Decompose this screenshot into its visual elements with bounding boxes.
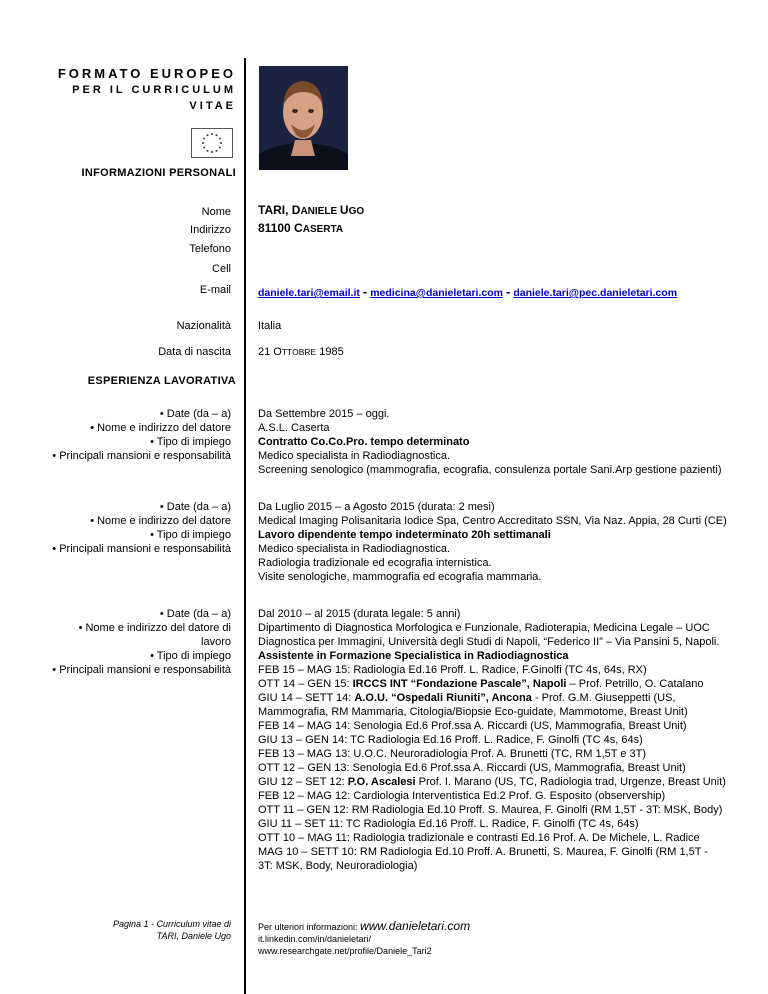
value-nascita: 21 OTTOBRE 1985	[258, 346, 344, 358]
label-nazionalita: Nazionalità	[176, 320, 231, 332]
personal-section-title: INFORMAZIONI PERSONALI	[81, 167, 236, 179]
job3-rotation-4: FEB 14 – MAG 14: Senologia Ed.6 Prof.ssa A. Riccardi (US, Mammografia, Breast Unit)	[258, 720, 687, 732]
eu-flag-icon	[191, 128, 233, 158]
value-indirizzo: 81100 CASERTA	[258, 221, 344, 235]
job3-type: Assistente in Formazione Specialistica in Radiodiagnostica	[258, 650, 569, 662]
job3-labels	[52, 607, 231, 677]
footer-page-info	[113, 918, 231, 942]
job3-rotation-8: GIU 12 – SET 12: P.O. Ascalesi Prof. I. Marano (US, TC, Radiologia trad, Urgenze, Breast Unit)	[258, 776, 726, 788]
job2-label-employer: • Nome e indirizzo del datore	[90, 515, 231, 527]
label-nome: Nome	[201, 206, 231, 218]
footer-website-link[interactable]: www.danieletari.com	[360, 919, 471, 933]
job3-rotation-2: OTT 14 – GEN 15: IRCCS INT “Fondazione Pascale”, Napoli – Prof. Petrillo, O. Catalano	[258, 678, 704, 690]
job3-rotation-13b: 3T: MSK, Body, Neuroradiologia)	[258, 860, 418, 872]
job3-rotation-11: GIU 11 – SET 11: TC Radiologia Ed.16 Proff. L. Radice, F. Ginolfi (TC 4s, 64s)	[258, 818, 639, 830]
job3-label-employer: • Nome e indirizzo del datore di	[78, 622, 231, 634]
value-email: daniele.tari@email.it - medicina@danieletari.com - daniele.tari@pec.danieletari.com	[258, 284, 678, 299]
vertical-divider	[244, 58, 246, 994]
email-link-1[interactable]: daniele.tari@email.it	[258, 287, 360, 299]
job2-label-duties: • Principali mansioni e responsabilità	[52, 543, 231, 555]
job3-label-date: • Date (da – a)	[159, 608, 231, 620]
footer-left-line-2: TARI, Daniele Ugo	[156, 931, 231, 941]
job2-duty-3: Visite senologiche, mammografia ed ecografia mammaria.	[258, 571, 542, 583]
job1-type: Contratto Co.Co.Pro. tempo determinato	[258, 436, 470, 448]
experience-section-title: ESPERIENZA LAVORATIVA	[87, 375, 236, 387]
job2-date: Da Luglio 2015 – a Agosto 2015 (durata: 2 mesi)	[258, 501, 495, 513]
job3-date: Dal 2010 – al 2015 (durata legale: 5 anni)	[258, 608, 461, 620]
job2-duty-1: Medico specialista in Radiodiagnostica.	[258, 543, 450, 555]
email-link-3[interactable]: daniele.tari@pec.danieletari.com	[513, 287, 678, 299]
job3-employer-1: Dipartimento di Diagnostica Morfologica e Funzionale, Radioterapia, Medicina Legale – UOC	[258, 622, 710, 634]
job3-rotation-3b: Mammografia, RM Mammaria, Citologia/Biopsie Eco-guidate, Mammotome, Breast Unit)	[258, 706, 688, 718]
job2-label-date: • Date (da – a)	[159, 501, 231, 513]
job1-labels	[52, 407, 231, 463]
footer-linkedin-link[interactable]: it.linkedin.com/in/danieletari/	[258, 934, 372, 944]
footer-researchgate-link[interactable]: www.researchgate.net/profile/Daniele_Tari2	[258, 946, 432, 956]
footer-info-line: Per ulteriori informazioni: www.danieletari.com	[258, 919, 471, 933]
job1-duty-1: Medico specialista in Radiodiagnostica.	[258, 450, 450, 462]
job1-label-type: • Tipo di impiego	[150, 436, 231, 448]
job1-date: Da Settembre 2015 – oggi.	[258, 408, 390, 420]
footer-contacts	[258, 920, 470, 957]
job3-values	[258, 607, 726, 873]
value-nome: TARI, DANIELE UGO	[258, 203, 365, 217]
job1-label-employer: • Nome e indirizzo del datore	[90, 422, 231, 434]
job1-employer: A.S.L. Caserta	[258, 422, 330, 434]
header-line-3: VITAE	[189, 100, 236, 112]
job3-label-employer-2: lavoro	[201, 636, 231, 648]
job1-label-duties: • Principali mansioni e responsabilità	[52, 450, 231, 462]
label-cell: Cell	[212, 263, 231, 275]
profile-photo	[259, 66, 348, 170]
cv-header	[58, 66, 236, 114]
job1-label-date: • Date (da – a)	[159, 408, 231, 420]
job3-rotation-3: GIU 14 – SETT 14: A.O.U. “Ospedali Riuniti”, Ancona - Prof. G.M. Giuseppetti (US,	[258, 692, 676, 704]
job2-labels	[52, 500, 231, 556]
email-link-2[interactable]: medicina@danieletari.com	[370, 287, 503, 299]
job3-rotation-10: OTT 11 – GEN 12: RM Radiologia Ed.10 Proff. S. Maurea, F. Ginolfi (RM 1,5T - 3T: MSK, Body)	[258, 804, 723, 816]
job3-rotation-7: OTT 12 – GEN 13: Senologia Ed.6 Prof.ssa A. Riccardi (US, Mammografia, Breast Unit)	[258, 762, 686, 774]
job3-rotation-6: FEB 13 – MAG 13: U.O.C. Neuroradiologia Prof. A. Brunetti (TC, RM 1,5T e 3T)	[258, 748, 646, 760]
job3-rotation-9: FEB 12 – MAG 12: Cardiologia Interventistica Ed.2 Prof. G. Esposito (observership)	[258, 790, 666, 802]
label-indirizzo: Indirizzo	[190, 224, 231, 236]
label-email: E-mail	[199, 284, 231, 296]
job3-rotation-5: GIU 13 – GEN 14: TC Radiologia Ed.16 Proff. L. Radice, F. Ginolfi (TC 4s, 64s)	[258, 734, 643, 746]
job2-label-type: • Tipo di impiego	[150, 529, 231, 541]
job3-rotation-12: OTT 10 – MAG 11: Radiologia tradizionale e contrasti Ed.16 Prof. A. De Michele, L. Radice	[258, 832, 700, 844]
job2-duty-2: Radiologia tradizionale ed ecografia internistica.	[258, 557, 492, 569]
footer-left-line-1: Pagina 1 - Curriculum vitae di	[112, 919, 231, 929]
value-nazionalita: Italia	[258, 320, 282, 332]
job3-label-duties: • Principali mansioni e responsabilità	[52, 664, 231, 676]
job1-values	[258, 407, 721, 477]
job1-duty-2: Screening senologico (mammografia, ecografia, consulenza portale Sani.Arp gestione pazienti)	[258, 464, 722, 476]
header-line-2: PER IL CURRICULUM	[72, 84, 236, 96]
label-nascita: Data di nascita	[158, 346, 231, 358]
job3-rotation-13: MAG 10 – SETT 10: RM Radiologia Ed.10 Proff. A. Brunetti, S. Maurea, F. Ginolfi (RM 1,5T -	[258, 846, 708, 858]
header-line-1: FORMATO EUROPEO	[57, 66, 236, 81]
job2-employer: Medical Imaging Polisanitaria Iodice Spa, Centro Accreditato SSN, Via Naz. Appia, 28 Curti (CE)	[258, 515, 727, 527]
job2-type: Lavoro dipendente tempo indeterminato 20h settimanali	[258, 529, 551, 541]
job3-rotation-1: FEB 15 – MAG 15: Radiologia Ed.16 Proff. L. Radice, F.Ginolfi (TC 4s, 64s, RX)	[258, 664, 647, 676]
job3-employer-2: Diagnostica per Immagini, Università degli Studi di Napoli, “Federico II” – Via Pansini 5, Napoli.	[258, 636, 720, 648]
label-telefono: Telefono	[189, 243, 231, 255]
job2-values	[258, 500, 727, 584]
job3-label-type: • Tipo di impiego	[150, 650, 231, 662]
